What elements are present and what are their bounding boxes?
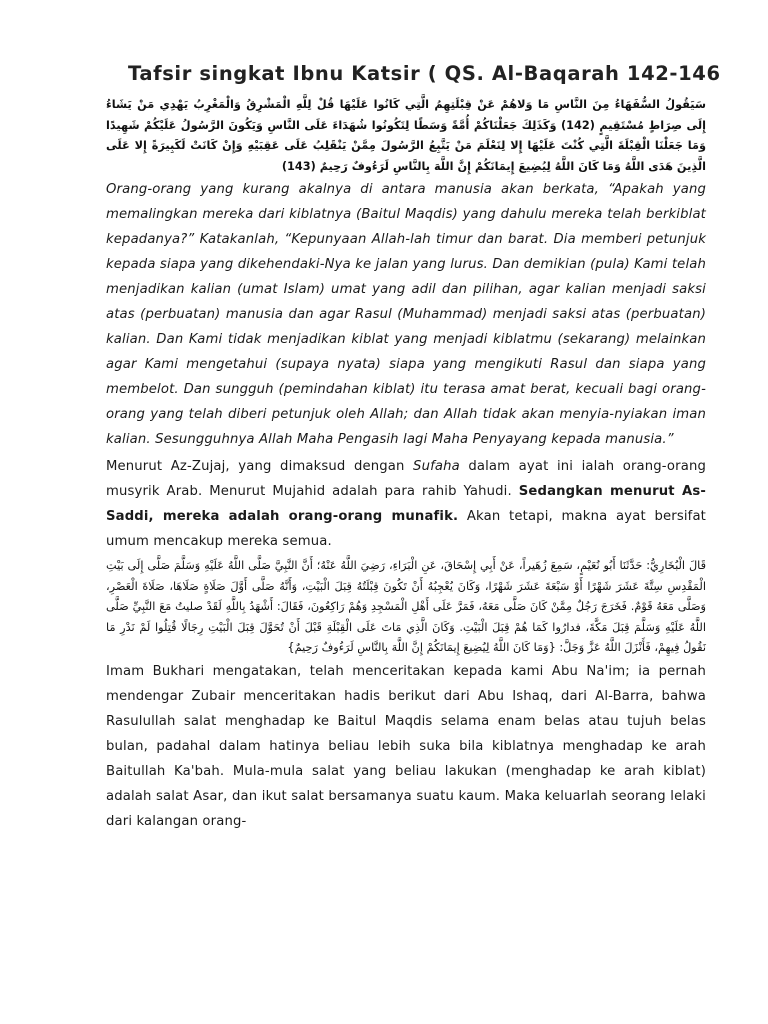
hadith-arabic-text: قَالَ الْبُخَارِيُّ: حَدَّثَنَا أَبُو نُعَيْمٍ، سَمِعَ زُهَيراً، عَنْ أَبِي إِسْحَاقَ، عَنِ الْبَرَاءِ، رَضِيَ اللَّهُ عَنْهُ؛ أَنَّ النَّبِيَّ صَلَّى اللَّهُ عَلَيْهِ وَسَلَّمَ صَلَّى إِلَى بَيْتِ الْمَقْدِسِ سِتَّةَ عَشَرَ شَهْرًا أَوْ سَبْعَةَ عَشَرَ شَهْرًا، وَكَانَ يُعْجِبُهُ أَنْ تَكُونَ قِبْلَتُهُ قِبَلَ الْبَيْتِ، وَأَنَّهُ صَلَّى أَوَّلَ صَلَاةٍ صَلَاهَا، صَلَاةَ الْعَصْرِ، وَصَلَّى مَعَهُ قَوْمٌ. فَخَرَجَ رَجُلٌ مِمَّنْ كَانَ صَلَّى مَعَهُ، فَمَرَّ عَلَى أَهْلِ الْمَسْجِدِ وَهُمْ رَاكِعُونَ، فَقَالَ: أَشْهَدُ بِاللَّهِ لَقَدْ صليتُ مَعَ النَّبِيِّ صَلَّى اللَّهُ عَلَيْهِ وَسَلَّمَ قِبَلَ مَكَّةَ، فدارُوا كَمَا هُمْ قِبَلَ الْبَيْتِ. وَكَانَ الَّذِي مَاتَ عَلَى الْقِبْلَةِ قَبْلَ أَنْ تُحَوَّلَ قِبَلَ الْبَيْتِ رِجَالًا قُتِلُوا لَمْ نَدْرِ مَا نَقُولُ فِيهِمْ، فَأَنْزَلَ اللَّهُ عَزَّ وَجَلَّ: {وَمَا كَانَ اللَّهُ لِيُضِيعَ إِيمَانَكُمْ إِنَّ اللَّهَ بِالنَّاسِ لَرَءُوفٌ رَحِيمٌ} <box>106 559 706 654</box>
ayat-translation: Orang-orang yang kurang akalnya di antara manusia akan berkata, “Apakah yang memalingkan mereka dari kiblatnya (Baitul Maqdis) yang dahulu mereka telah berkiblat kepadanya?” Katakanlah, “Kepunyaan Allah-lah timur dan barat. Dia memberi petunjuk kepada siapa yang dikehendaki-Nya ke jalan yang lurus. Dan demikian (pula) Kami telah menjadikan kalian (umat Islam) umat yang adil dan pilihan, agar kalian menjadi saksi atas (perbuatan) manusia dan agar Rasul (Muhammad) menjadi saksi atas (perbuatan) kalian. Dan Kami tidak menjadikan kiblat yang menjadi kiblatmu (sekarang) melainkan agar Kami mengetahui (supaya nyata) siapa yang mengikuti Rasul dan siapa yang membelot. Dan sungguh (pemindahan kiblat) itu terasa amat berat, kecuali bagi orang-orang yang telah diberi petunjuk oleh Allah; dan Allah tidak akan menyia-nyiakan iman kalian. Sesungguhnya Allah Maha Pengasih lagi Maha Penyayang kepada manusia.” <box>106 182 706 447</box>
sufaha-term: Sufaha <box>413 459 460 474</box>
as-saddi-opinion: Sedangkan menurut As-Saddi, mereka adalah orang-orang munafik. <box>106 484 706 524</box>
explanation-paragraph <box>106 454 706 554</box>
document-title: Tafsir singkat Ibnu Katsir ( QS. Al-Baqarah 142-146 <box>128 62 721 85</box>
hadith-translation: Imam Bukhari mengatakan, telah menceritakan kepada kami Abu Na'im; ia pernah mendengar Zubair menceritakan hadis berikut dari Abu Ishaq, dari Al-Barra, bahwa Rasulullah salat menghadap ke Baitul Maqdis selama enam belas atau tujuh belas bulan, padahal dalam hatinya beliau lebih suka bila kiblatnya menghadap ke arah Baitullah Ka'bah. Mula-mula salat yang beliau lakukan (menghadap ke arah kiblat) adalah salat Asar, dan ikut salat bersamanya suatu kaum. Maka keluarlah seorang lelaki dari kalangan orang- <box>106 663 706 829</box>
explanation-text-1: Menurut Az-Zujaj, yang dimaksud dengan <box>106 459 414 474</box>
explanation-text-2: dalam ayat ini ialah orang-orang musyrik Arab. Menurut Mujahid adalah para rahib Yahudi. <box>106 459 706 499</box>
explanation-text-3: Akan tetapi, makna ayat bersifat umum mencakup mereka semua. <box>106 509 707 549</box>
ayat-arabic-text: سَيَقُولُ السُّفَهَاءُ مِنَ النَّاسِ مَا وَلاهُمْ عَنْ قِبْلَتِهِمُ الَّتِي كَانُوا عَلَيْهَا قُلْ لِلَّهِ الْمَشْرِقُ وَالْمَغْرِبُ يَهْدِي مَنْ يَشَاءُ إِلَى صِرَاطٍ مُسْتَقِيمٍ (142) وَكَذَلِكَ جَعَلْنَاكُمْ أُمَّةً وَسَطًا لِتَكُونُوا شُهَدَاءَ عَلَى النَّاسِ وَيَكُونَ الرَّسُولُ عَلَيْكُمْ شَهِيدًا وَمَا جَعَلْنَا الْقِبْلَةَ الَّتِي كُنْتَ عَلَيْهَا إِلا لِنَعْلَمَ مَنْ يَتَّبِعُ الرَّسُولَ مِمَّنْ يَنْقَلِبُ عَلَى عَقِبَيْهِ وَإِنْ كَانَتْ لَكَبِيرَةً إِلا عَلَى الَّذِينَ هَدَى اللَّهُ وَمَا كَانَ اللَّهُ لِيُضِيعَ إِيمَانَكُمْ إِنَّ اللَّهَ بِالنَّاسِ لَرَءُوفٌ رَحِيمٌ (143) <box>106 98 706 173</box>
